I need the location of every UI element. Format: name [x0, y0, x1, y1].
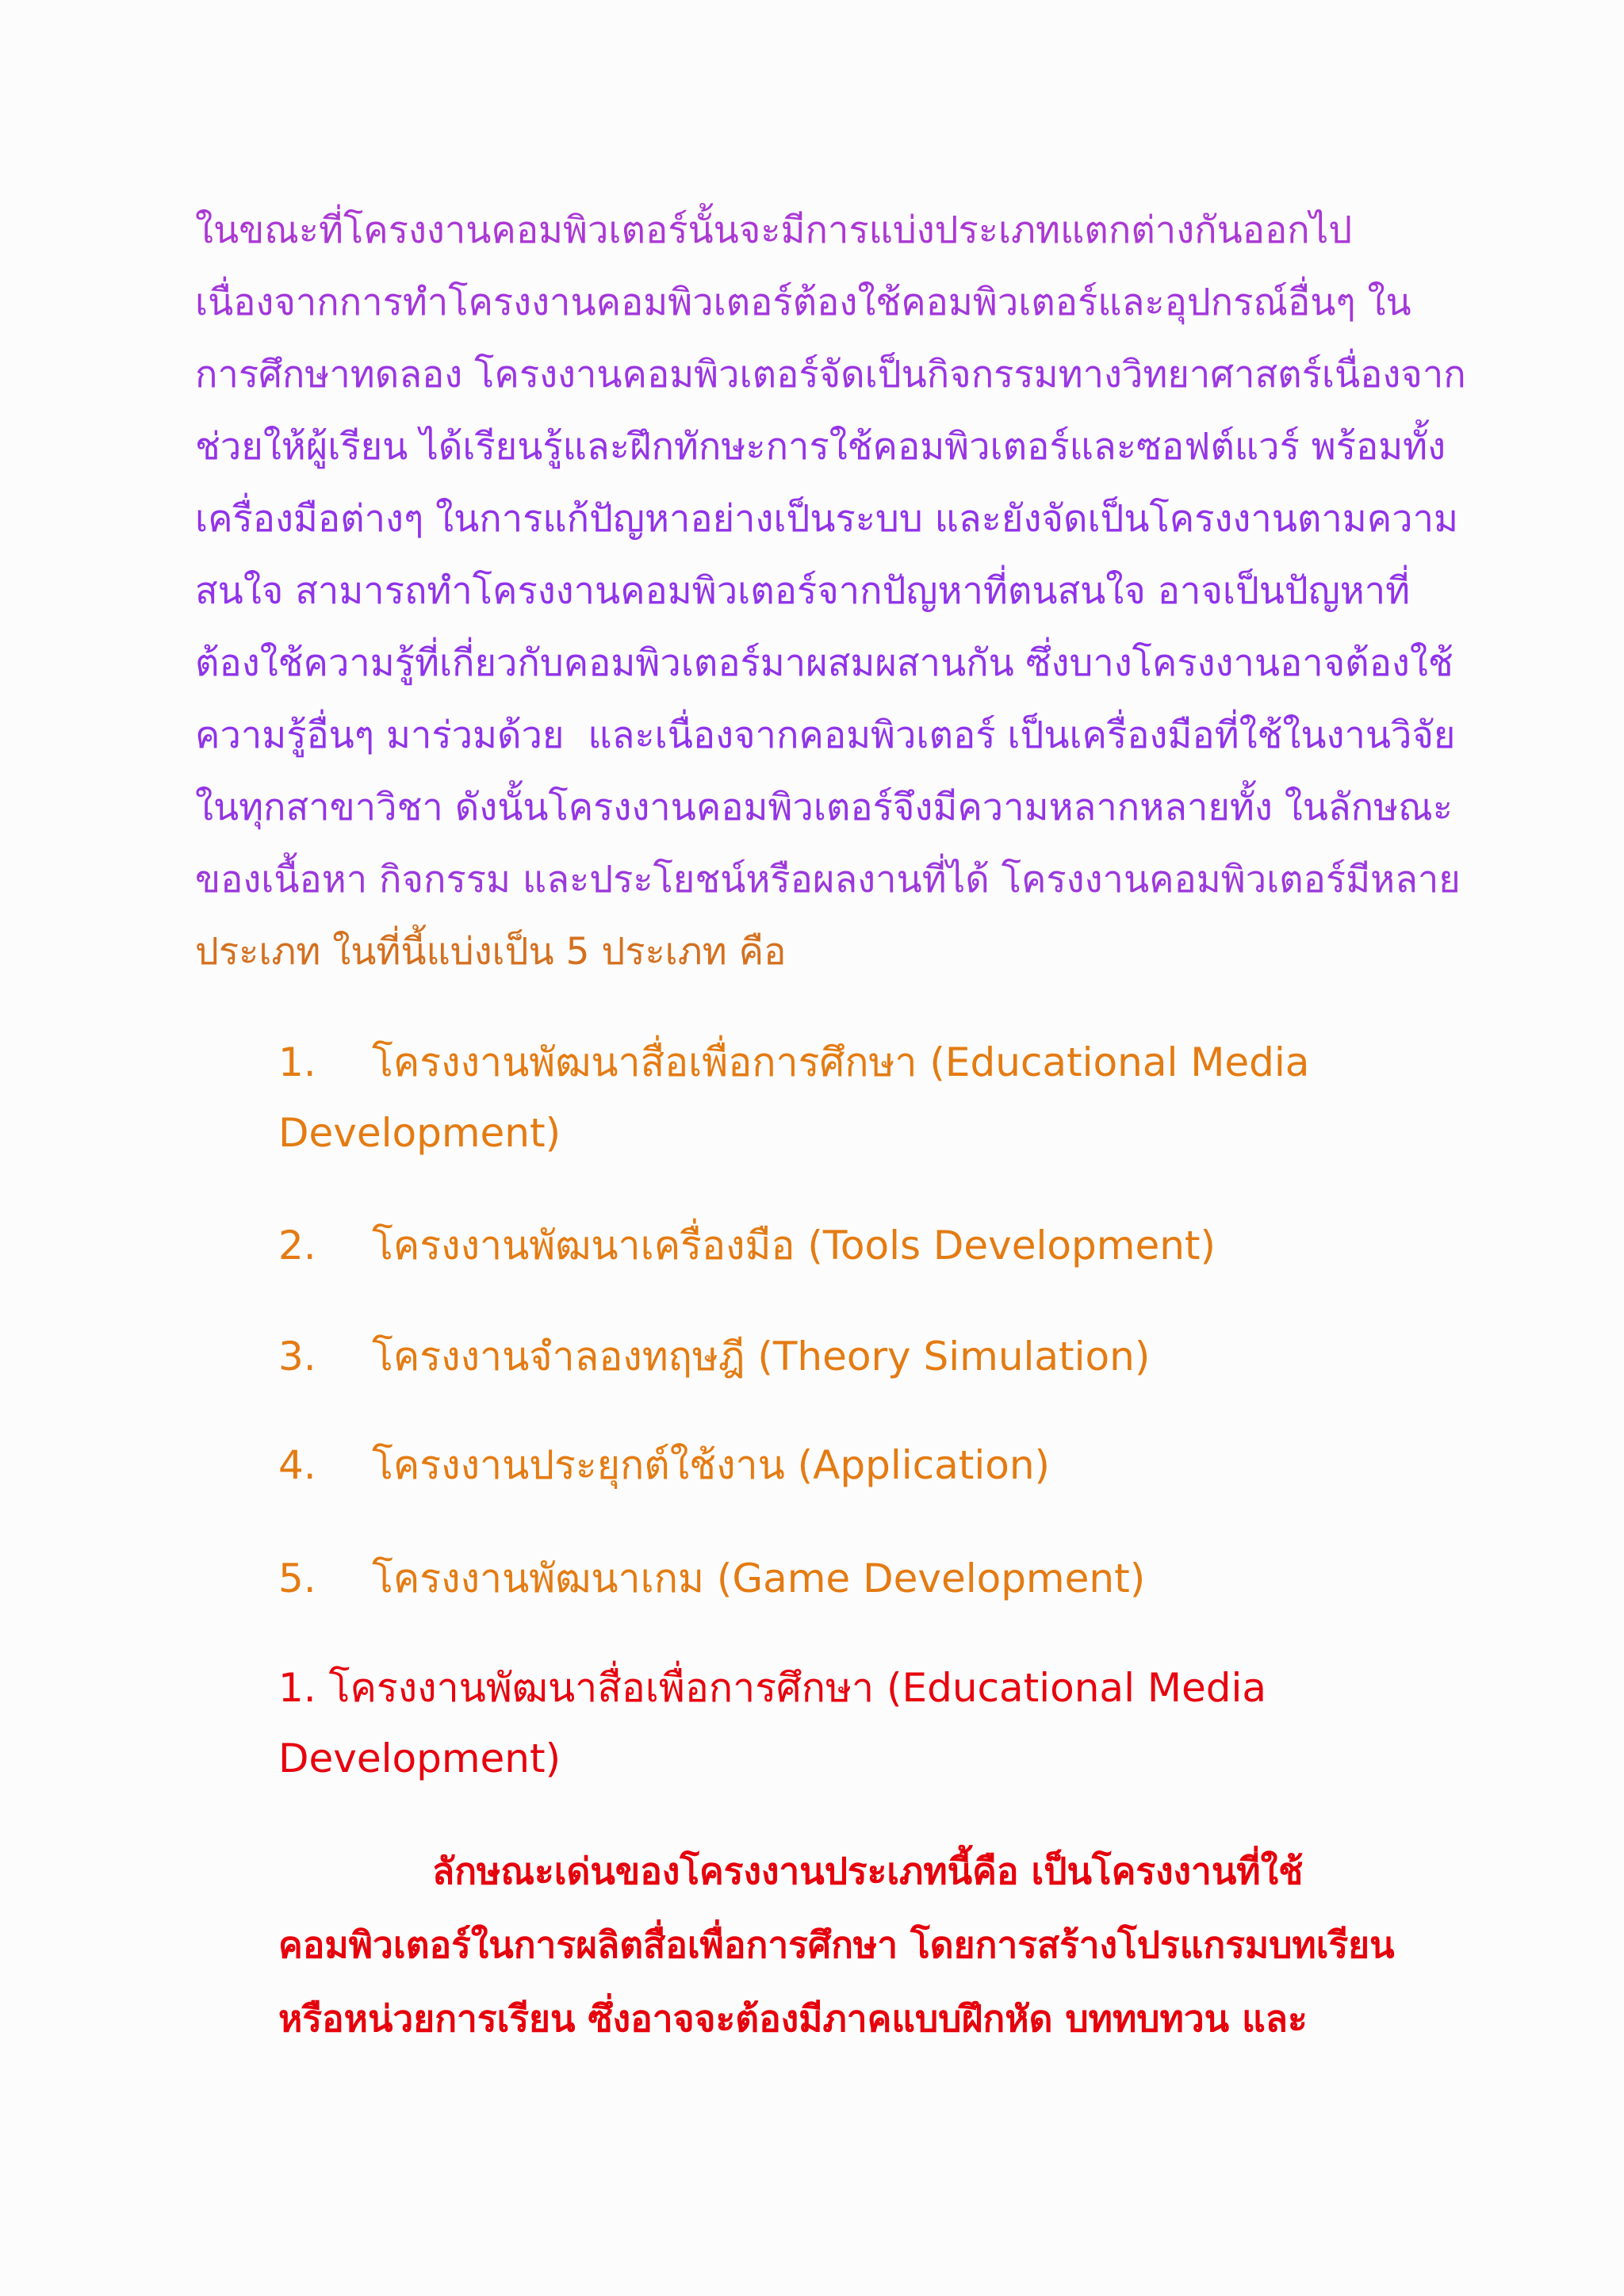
intro-paragraph-line: การศึกษาทดลอง โครงงานคอมพิวเตอร์จัดเป็นกิจกรรมทางวิทยาศาสตร์เนื่องจาก — [195, 353, 1466, 396]
project-type-item — [278, 1027, 1309, 1169]
project-type-item-line — [278, 1322, 1150, 1392]
list-item-text: โครงงานพัฒนาเกม (Game Development) — [372, 1556, 1146, 1601]
list-item-text: โครงงานพัฒนาเครื่องมือ (Tools Development) — [372, 1223, 1216, 1269]
section-heading-line: Development) — [278, 1735, 561, 1781]
intro-paragraph-line: เนื่องจากการทำโครงงานคอมพิวเตอร์ต้องใช้คอมพิวเตอร์และอุปกรณ์อื่นๆ ใน — [195, 281, 1411, 324]
section-body-line: หรือหน่วยการเรียน ซึ่งอาจจะต้องมีภาคแบบฝึกหัด บททบทวน และ — [278, 1997, 1308, 2040]
section-heading-line: 1. โครงงานพัฒนาสื่อเพื่อการศึกษา (Educational Media — [278, 1665, 1267, 1711]
intro-paragraph-line: ในทุกสาขาวิชา ดังนั้นโครงงานคอมพิวเตอร์จึงมีความหลากหลายทั้ง ในลักษณะ — [195, 786, 1453, 829]
list-number: 5. — [278, 1556, 316, 1601]
intro-paragraph-line: ความรู้อื่นๆ มาร่วมด้วย และเนื่องจากคอมพิวเตอร์ เป็นเครื่องมือที่ใช้ในงานวิจัย — [195, 714, 1456, 757]
section-body-line: ลักษณะเด่นของโครงงานประเภทนี้คือ เป็นโครงงานที่ใช้ — [432, 1850, 1304, 1892]
list-item-text: โครงงานประยุกต์ใช้งาน (Application) — [372, 1442, 1051, 1488]
intro-paragraph-line: ประเภท ในที่นี้แบ่งเป็น 5 ประเภท คือ — [195, 930, 787, 974]
project-type-item — [278, 1211, 1216, 1281]
intro-paragraph — [195, 194, 1466, 988]
intro-paragraph-line: ในขณะที่โครงงานคอมพิวเตอร์นั้นจะมีการแบ่งประเภทแตกต่างกันออกไป — [195, 209, 1353, 252]
project-type-item-line — [278, 1027, 1309, 1098]
list-number: 4. — [278, 1442, 316, 1488]
project-type-item-line — [278, 1544, 1145, 1614]
project-type-item — [278, 1430, 1050, 1501]
project-type-item-line — [278, 1211, 1216, 1281]
section-body-line: คอมพิวเตอร์ในการผลิตสื่อเพื่อการศึกษา โดยการสร้างโปรแกรมบทเรียน — [278, 1923, 1395, 1966]
intro-paragraph-line: ช่วยให้ผู้เรียน ได้เรียนรู้และฝึกทักษะการใช้คอมพิวเตอร์และซอฟต์แวร์ พร้อมทั้ง — [195, 425, 1446, 469]
project-type-item — [278, 1544, 1145, 1614]
intro-paragraph-line: เครื่องมือต่างๆ ในการแก้ปัญหาอย่างเป็นระบบ และยังจัดเป็นโครงงานตามความ — [195, 497, 1458, 541]
list-number: 2. — [278, 1223, 316, 1269]
intro-paragraph-line: ต้องใช้ความรู้ที่เกี่ยวกับคอมพิวเตอร์มาผสมผสานกัน ซึ่งบางโครงงานอาจต้องใช้ — [195, 641, 1454, 685]
list-item-text-continued: Development) — [278, 1110, 561, 1156]
intro-paragraph-line: ของเนื้อหา กิจกรรม และประโยชน์หรือผลงานที่ได้ โครงงานคอมพิวเตอร์มีหลาย — [195, 858, 1461, 901]
project-type-item-line — [278, 1430, 1050, 1501]
list-item-text: โครงงานจำลองทฤษฎี (Theory Simulation) — [372, 1334, 1151, 1380]
list-item-text: โครงงานพัฒนาสื่อเพื่อการศึกษา (Educational Media — [372, 1039, 1310, 1085]
list-number: 1. — [278, 1039, 316, 1085]
intro-paragraph-line: สนใจ สามารถทำโครงงานคอมพิวเตอร์จากปัญหาที่ตนสนใจ อาจเป็นปัญหาที่ — [195, 569, 1411, 613]
list-number: 3. — [278, 1334, 316, 1380]
section-heading — [278, 1653, 1266, 1794]
project-type-item — [278, 1322, 1150, 1392]
section-body-paragraph — [278, 1835, 1395, 2056]
